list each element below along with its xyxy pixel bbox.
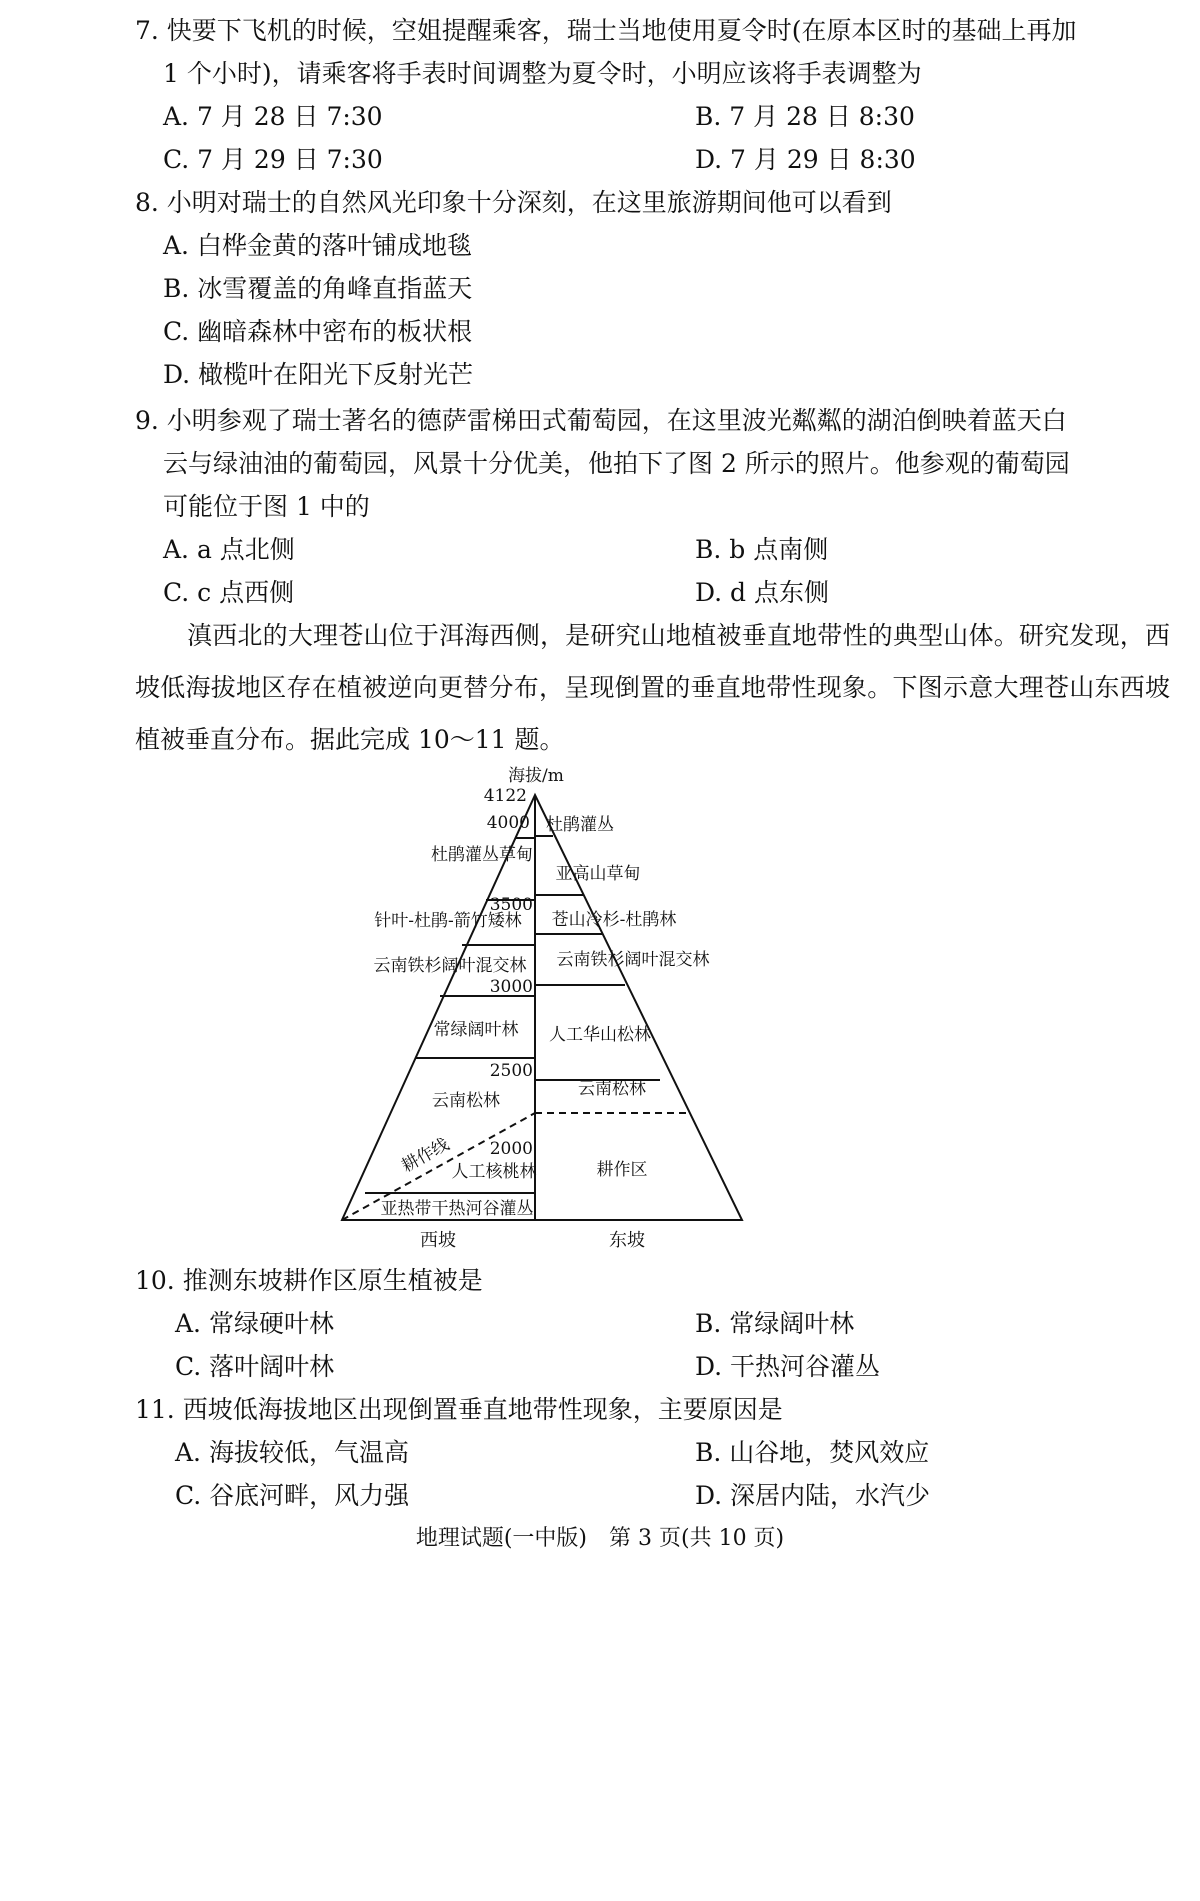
q9-option-d: D. d 点东侧 [695,578,829,607]
q10-option-a: A. 常绿硬叶林 [175,1309,334,1338]
q10-stem: 10. 推测东坡耕作区原生植被是 [135,1266,483,1295]
q9-option-a: A. a 点北侧 [163,535,295,564]
east-zone-label: 人工华山松林 [549,1025,651,1045]
west-slope-label: 西坡 [420,1230,456,1251]
q7-option-b: B. 7 月 28 日 8:30 [695,102,915,131]
q9-stem-line2: 云与绿油油的葡萄园，风景十分优美，他拍下了图 2 所示的照片。他参观的葡萄园 [163,449,1070,478]
east-zone-label: 云南松林 [578,1079,646,1099]
west-zone-label: 人工核桃林 [451,1162,537,1182]
elevation-4122: 4122 [483,786,527,806]
page-footer: 地理试题(一中版) 第 3 页(共 10 页) [415,1526,785,1551]
axis-label: 海拔/m [508,766,564,786]
elevation-3000: 3000 [489,977,533,997]
q9-option-b: B. b 点南侧 [695,535,829,564]
q8-option-c: C. 幽暗森林中密布的板状根 [163,317,473,346]
q9-stem-line1: 9. 小明参观了瑞士著名的德萨雷梯田式葡萄园，在这里波光粼粼的湖泊倒映着蓝天白 [135,406,1067,435]
west-zone-label: 亚热带干热河谷灌丛 [380,1199,534,1219]
west-zone-label: 云南松林 [432,1091,500,1111]
elevation-4000: 4000 [486,813,530,833]
east-zone-label: 苍山冷杉-杜鹃林 [551,910,677,930]
q9-stem-line3: 可能位于图 1 中的 [163,492,370,521]
q10-option-d: D. 干热河谷灌丛 [695,1352,881,1381]
west-zone-label: 常绿阔叶林 [433,1020,519,1040]
elevation-2000: 2000 [489,1139,533,1159]
east-slope-label: 东坡 [609,1230,645,1251]
q10-option-b: B. 常绿阔叶林 [695,1309,855,1338]
farming-line-label: 耕作线 [398,1134,453,1177]
elevation-3500: 3500 [489,895,533,915]
east-zone-label: 耕作区 [596,1160,648,1180]
q7-option-c: C. 7 月 29 日 7:30 [163,145,383,174]
q9-option-c: C. c 点西侧 [163,578,295,607]
q8-stem: 8. 小明对瑞士的自然风光印象十分深刻，在这里旅游期间他可以看到 [135,188,892,217]
q7-stem-line1: 7. 快要下飞机的时候，空姐提醒乘客，瑞士当地使用夏令时(在原本区时的基础上再加 [135,16,1077,45]
passage-text: 滇西北的大理苍山位于洱海西侧，是研究山地植被垂直地带性的典型山体。研究发现，西坡低海拔地区存在植被逆向更替分布，呈现倒置的垂直地带性现象。下图示意大理苍山东西坡植被垂直分布。据此完成 10～11 题。 [135,621,1170,754]
q11-option-a: A. 海拔较低，气温高 [175,1438,409,1467]
q8-option-a: A. 白桦金黄的落叶铺成地毯 [163,231,472,260]
elevation-2500: 2500 [489,1061,533,1081]
q8-option-d: D. 橄榄叶在阳光下反射光芒 [163,360,474,389]
q11-option-d: D. 深居内陆，水汽少 [695,1481,931,1510]
q11-option-c: C. 谷底河畔，风力强 [175,1481,410,1510]
west-zone-label: 针叶-杜鹃-箭竹矮林 [374,911,522,931]
q7-option-a: A. 7 月 28 日 7:30 [163,102,383,131]
q7-option-d: D. 7 月 29 日 8:30 [695,145,916,174]
q7-stem-line2: 1 个小时)，请乘客将手表时间调整为夏令时，小明应该将手表调整为 [163,59,922,88]
q11-option-b: B. 山谷地，焚风效应 [695,1438,930,1467]
west-zone-label: 云南铁杉阔叶混交林 [373,956,527,976]
east-zone-label: 亚高山草甸 [555,864,641,884]
west-zone-label: 杜鹃灌丛草甸 [431,845,533,865]
q10-option-c: C. 落叶阔叶林 [175,1352,335,1381]
east-zone-label: 云南铁杉阔叶混交林 [556,950,710,970]
east-zone-label: 杜鹃灌丛 [546,815,614,835]
q8-option-b: B. 冰雪覆盖的角峰直指蓝天 [163,274,473,303]
q11-stem: 11. 西坡低海拔地区出现倒置垂直地带性现象，主要原因是 [135,1395,783,1424]
